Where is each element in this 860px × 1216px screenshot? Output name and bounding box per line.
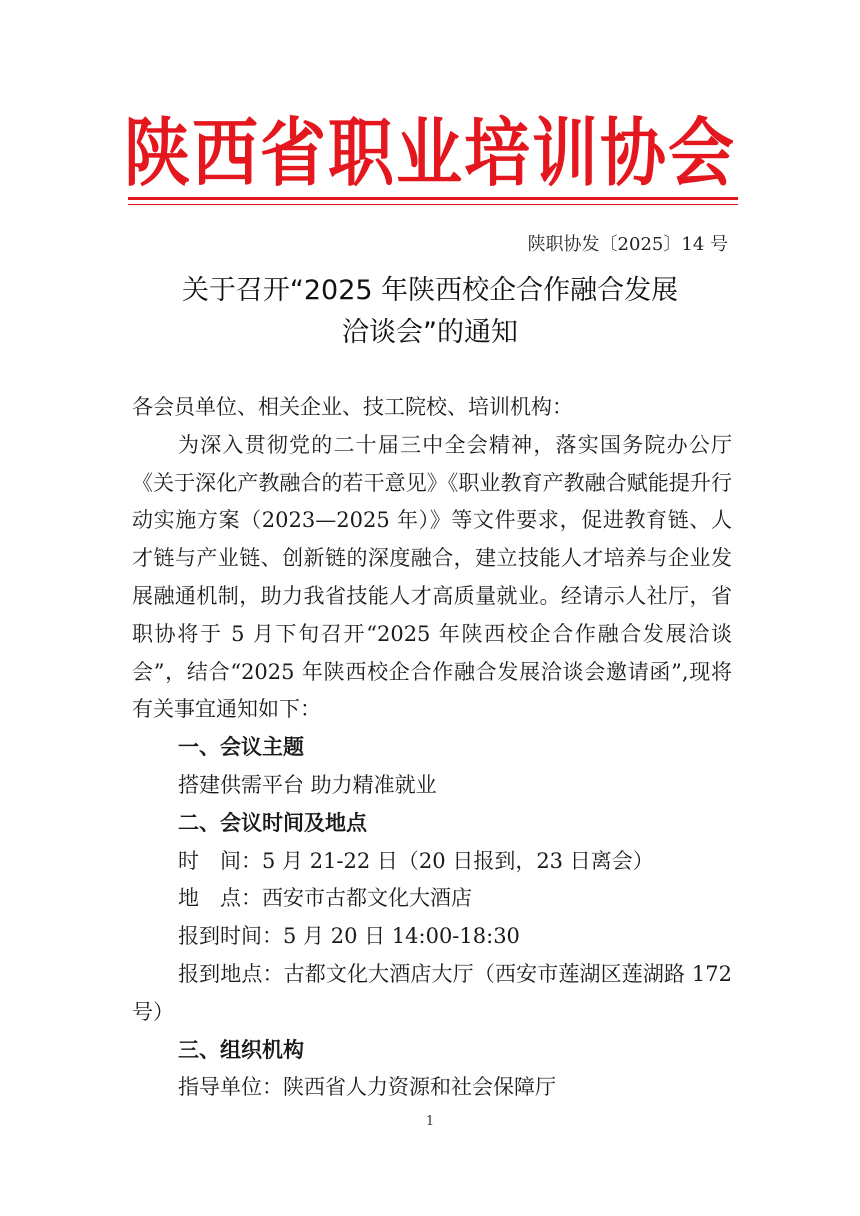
- meeting-place: 地 点：西安市古都文化大酒店: [178, 886, 472, 911]
- checkin-time: 报到时间：5 月 20 日 14:00-18:30: [178, 924, 520, 949]
- section-1-text: 搭建供需平台 助力精准就业: [178, 772, 437, 797]
- document-number: 陕职协发〔2025〕14 号: [527, 234, 728, 255]
- document-body: [132, 389, 732, 1107]
- letterhead-org-name: 陕西省职业培训协会: [124, 109, 736, 197]
- section-1-heading: 一、会议主题: [178, 735, 304, 760]
- section-3-heading: 三、组织机构: [178, 1037, 304, 1062]
- document-title-line-2: 洽谈会”的通知: [342, 317, 518, 348]
- salutation: 各会员单位、相关企业、技工院校、培训机构：: [132, 395, 573, 419]
- letterhead-rule-thick: [128, 197, 738, 200]
- section-2-heading: 二、会议时间及地点: [178, 810, 367, 835]
- meeting-time: 时 间：5 月 21-22 日（20 日报到，23 日离会）: [178, 848, 654, 873]
- document-title-line-1: 关于召开“2025 年陕西校企合作融合发展: [181, 275, 679, 306]
- guiding-unit: 指导单位：陕西省人力资源和社会保障厅: [178, 1075, 556, 1100]
- checkin-place: 报到地点：古都文化大酒店大厅（西安市莲湖区莲湖路 172 号）: [132, 961, 732, 1024]
- letterhead-rule-thin: [128, 204, 738, 205]
- intro-paragraph: 为深入贯彻党的二十届三中全会精神，落实国务院办公厅《关于深化产教融合的若干意见》《职业教育产教融合赋能提升行动实施方案（2023—2025 年）》等文件要求，促进教育链、人才链与产业链、创新链的深度融合，建立技能人才培养与企业发展融通机制，助力我省技能人才高质量就业。经请示人社厅，省职协将于 5 月下旬召开“2025 年陕西校企合作融合发展洽谈会”，结合“2025 年陕西校企合作融合发展洽谈会邀请函”,现将有关事宜通知如下：: [132, 432, 732, 722]
- page-number: 1: [425, 1114, 435, 1129]
